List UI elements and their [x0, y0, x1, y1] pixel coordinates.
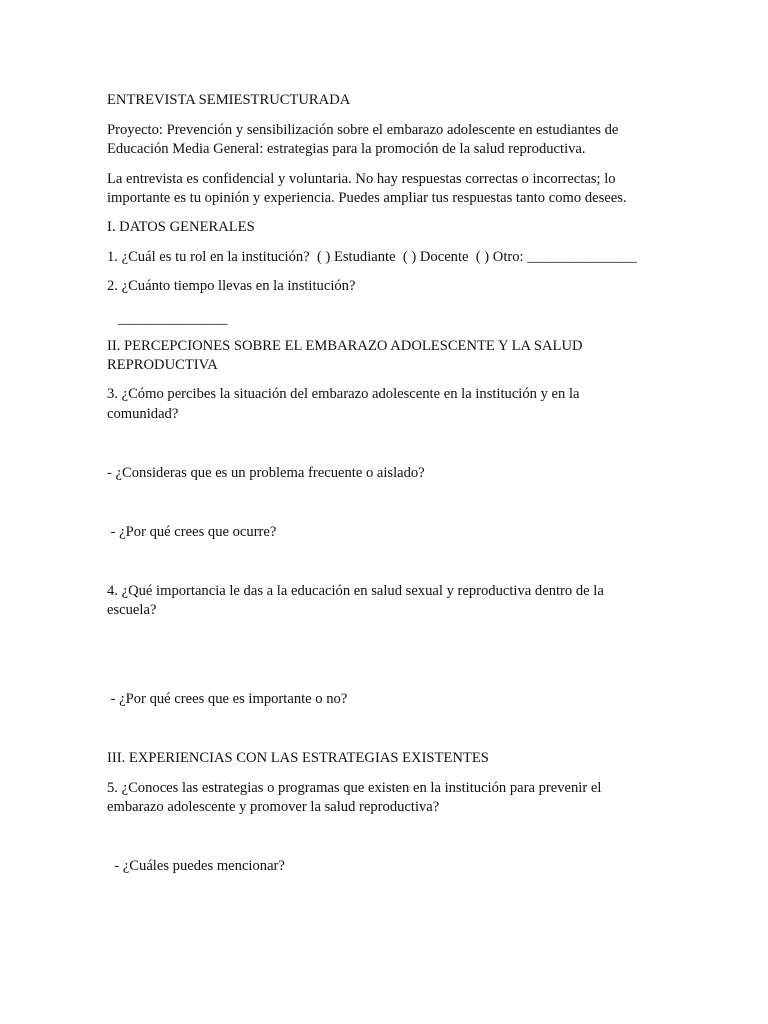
section-heading-1: I. DATOS GENERALES	[107, 219, 255, 235]
section-heading-2-line-2: REPRODUCTIVA	[107, 357, 218, 373]
document-title: ENTREVISTA SEMIESTRUCTURADA	[107, 92, 351, 108]
project-line-1: Proyecto: Prevención y sensibilización sobre el embarazo adolescente en estudiantes de	[107, 122, 619, 138]
question-5-line-1: 5. ¿Conoces las estrategias o programas que existen en la institución para prevenir el	[107, 780, 602, 796]
question-5-line-2: embarazo adolescente y promover la salud reproductiva?	[107, 799, 440, 815]
section-heading-3: III. EXPERIENCIAS CON LAS ESTRATEGIAS EXISTENTES	[107, 750, 489, 766]
project-line-2: Educación Media General: estrategias para la promoción de la salud reproductiva.	[107, 141, 586, 157]
section-heading-2-line-1: II. PERCEPCIONES SOBRE EL EMBARAZO ADOLESCENTE Y LA SALUD	[107, 338, 583, 354]
question-3b: - ¿Por qué crees que ocurre?	[107, 524, 277, 540]
intro-line-1: La entrevista es confidencial y voluntaria. No hay respuestas correctas o incorrectas; lo	[107, 171, 616, 187]
question-4-line-1: 4. ¿Qué importancia le das a la educación en salud sexual y reproductiva dentro de la	[107, 583, 604, 599]
question-3-line-1: 3. ¿Cómo percibes la situación del embarazo adolescente en la institución y en la	[107, 386, 580, 402]
question-4-line-2: escuela?	[107, 602, 157, 618]
answer-blank-2: _______________	[107, 311, 228, 327]
question-5a: - ¿Cuáles puedes mencionar?	[107, 858, 285, 874]
question-3a: - ¿Consideras que es un problema frecuente o aislado?	[107, 465, 425, 481]
question-2: 2. ¿Cuánto tiempo llevas en la institución?	[107, 278, 356, 294]
question-3-line-2: comunidad?	[107, 406, 179, 422]
question-1: 1. ¿Cuál es tu rol en la institución? ( ) Estudiante ( ) Docente ( ) Otro: _______________	[107, 249, 637, 265]
question-4a: - ¿Por qué crees que es importante o no?	[107, 691, 348, 707]
intro-line-2: importante es tu opinión y experiencia. Puedes ampliar tus respuestas tanto como desees.	[107, 190, 627, 206]
